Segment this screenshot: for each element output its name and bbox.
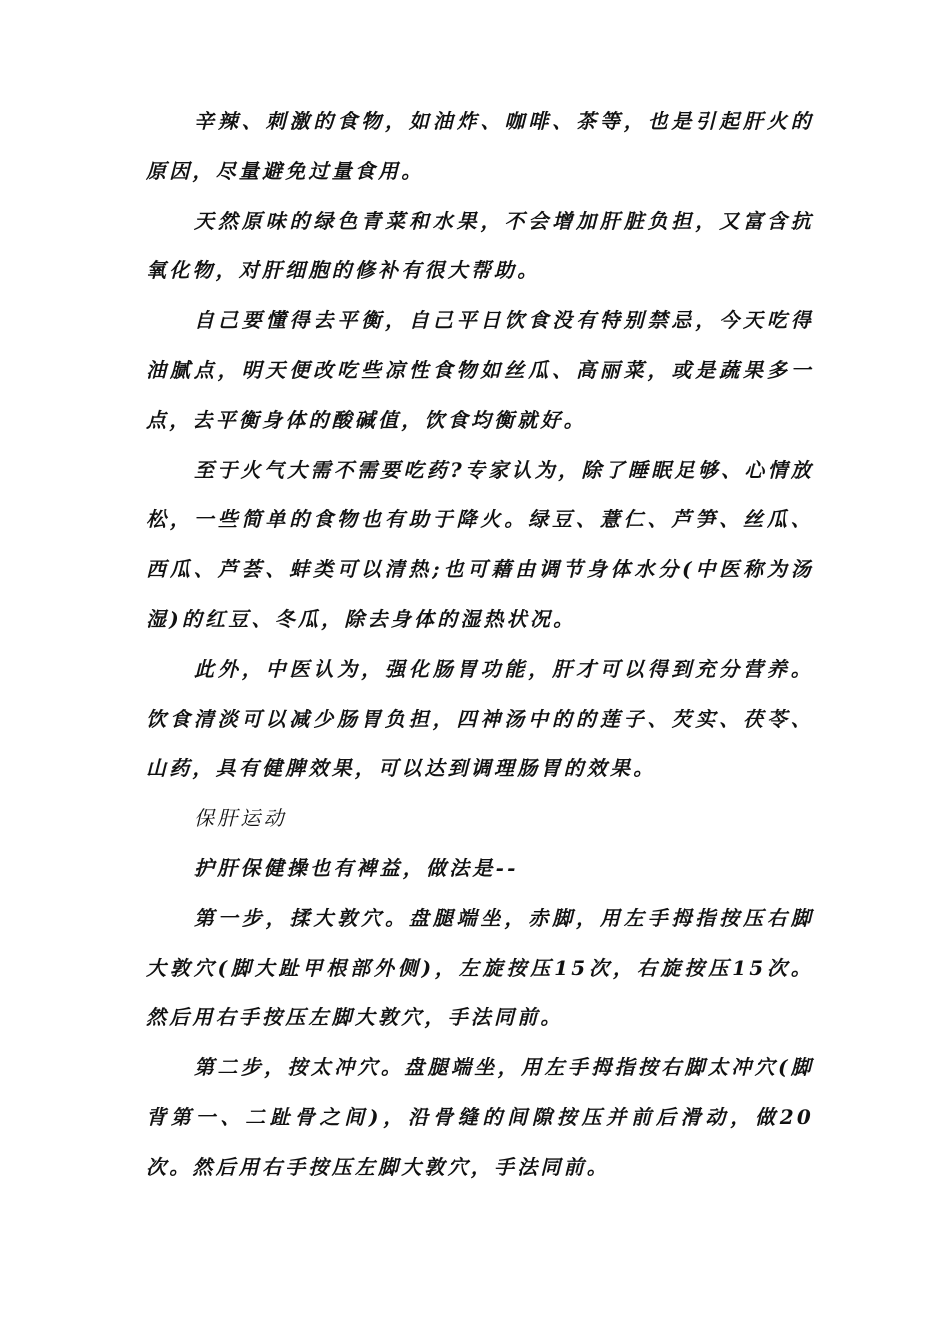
paragraph-reduce-heat-foods: 至于火气大需不需要吃药?专家认为，除了睡眠足够、心情放松，一些简单的食物也有助于降火。绿豆、薏仁、芦笋、丝瓜、西瓜、芦荟、蚌类可以清热;也可藉由调节身体水分(中医称为汤湿)的红豆、冬瓜，除去身体的湿热状况。 — [146, 457, 814, 631]
paragraph-stomach-function: 此外，中医认为，强化肠胃功能，肝才可以得到充分营养。饮食清淡可以减少肠胃负担，四神汤中的的莲子、芡实、茯苓、山药，具有健脾效果，可以达到调理肠胃的效果。 — [146, 656, 814, 781]
section-heading-liver-exercise: 保肝运动 — [194, 806, 287, 831]
paragraph-step-two: 第二步，按太冲穴。盘腿端坐，用左手拇指按右脚太冲穴(脚背第一、二趾骨之间)，沿骨缝的间隙按压并前后滑动，做20次。然后用右手按压左脚大敦穴，手法同前。 — [146, 1055, 814, 1179]
paragraph-spicy-food: 辛辣、刺激的食物，如油炸、咖啡、茶等，也是引起肝火的原因，尽量避免过量食用。 — [146, 109, 814, 183]
paragraph-step-one: 第一步，揉大敦穴。盘腿端坐，赤脚，用左手拇指按压右脚大敦穴(脚大趾甲根部外侧)，左旋按压15次，右旋按压15次。然后用右手按压左脚大敦穴，手法同前。 — [146, 905, 814, 1030]
paragraph-vegetables-fruits: 天然原味的绿色青菜和水果，不会增加肝脏负担，又富含抗氧化物，对肝细胞的修补有很大帮助。 — [146, 208, 814, 283]
document-body — [146, 97, 814, 1193]
paragraph-exercise-intro: 护肝保健操也有裨益，做法是-- — [194, 855, 519, 880]
paragraph-balance-diet: 自己要懂得去平衡，自己平日饮食没有特别禁忌，今天吃得油腻点，明天便改吃些凉性食物如丝瓜、高丽菜，或是蔬果多一点，去平衡身体的酸碱值，饮食均衡就好。 — [146, 308, 814, 432]
